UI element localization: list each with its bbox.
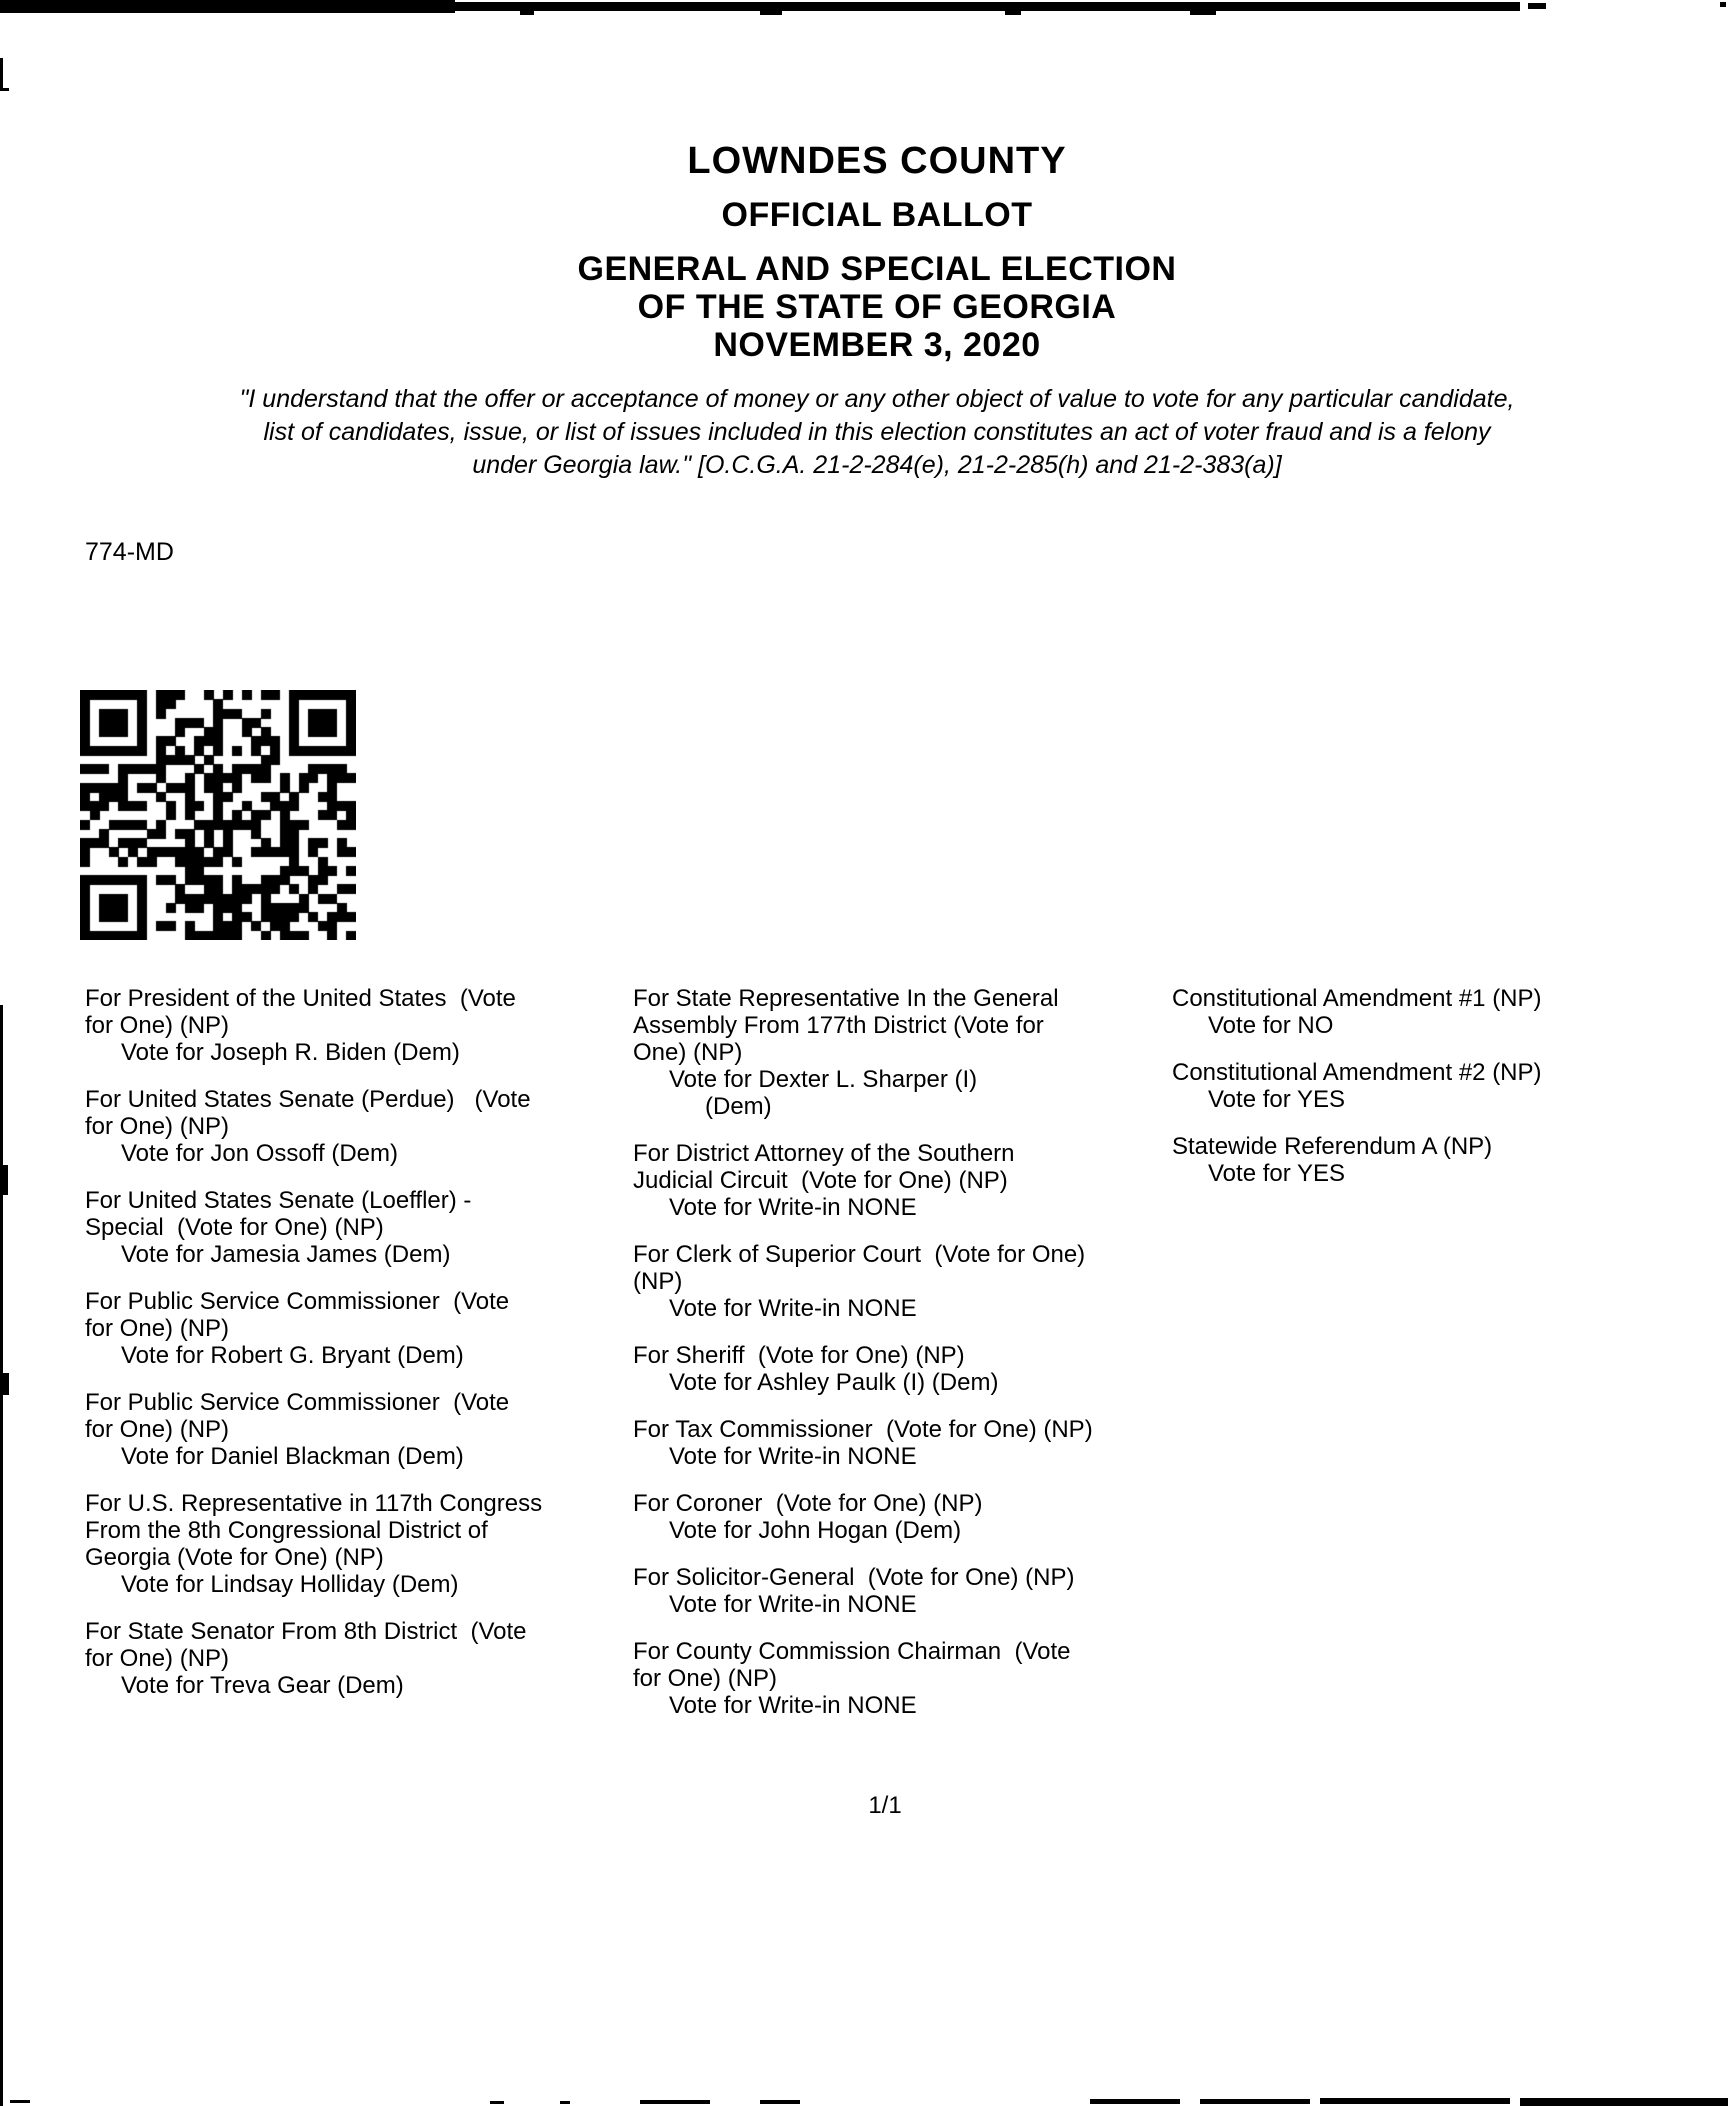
contest-title-line: (NP) (633, 1268, 683, 1295)
contest (1172, 1059, 1692, 1113)
scan-artifact (1190, 11, 1216, 15)
election-title-line: GENERAL AND SPECIAL ELECTION (577, 250, 1177, 288)
scan-artifact (760, 11, 782, 15)
contest (85, 1288, 625, 1369)
contest (633, 1140, 1193, 1221)
contest-title-line: Georgia (Vote for One) (NP) (85, 1544, 384, 1571)
contest-title-line: For Tax Commissioner (Vote for One) (NP) (633, 1416, 1093, 1443)
contest-title-line: Constitutional Amendment #1 (NP) (1172, 985, 1542, 1012)
contest-title-line: One) (NP) (633, 1039, 743, 1066)
contest-title-line: For U.S. Representative in 117th Congress (85, 1490, 543, 1517)
contest-title-line: For County Commission Chairman (Vote (633, 1638, 1071, 1665)
vote-selection-line: Vote for Dexter L. Sharper (I) (669, 1066, 978, 1093)
scan-artifact-top-bar-right (455, 2, 1520, 11)
scan-artifact (10, 2100, 30, 2103)
contest-title-line: For Clerk of Superior Court (Vote for One) (633, 1241, 1086, 1268)
vote-selection-line: Vote for Write-in NONE (669, 1194, 917, 1221)
contest-title-line: For Sheriff (Vote for One) (NP) (633, 1342, 965, 1369)
contest-title-line: For State Senator From 8th District (Vote (85, 1618, 527, 1645)
contest-title-line: Special (Vote for One) (NP) (85, 1214, 384, 1241)
contest-title-line: For Public Service Commissioner (Vote (85, 1288, 510, 1315)
scan-artifact (1720, 2, 1726, 7)
election-title (27, 250, 1727, 364)
scan-artifact-top-bar-left (0, 0, 455, 13)
scan-artifact (1090, 2099, 1180, 2104)
vote-selection-line: Vote for Robert G. Bryant (Dem) (121, 1342, 464, 1369)
election-title-line: NOVEMBER 3, 2020 (713, 326, 1041, 364)
scan-artifact (1528, 3, 1546, 9)
scan-artifact (760, 2100, 800, 2104)
vote-selection-line: Vote for Ashley Paulk (I) (Dem) (669, 1369, 999, 1396)
qr-code (80, 690, 356, 940)
scan-artifact (520, 11, 534, 15)
contest (85, 985, 625, 1066)
contest-column-3 (1172, 985, 1692, 1207)
contest (85, 1389, 625, 1470)
scan-artifact (0, 1165, 8, 1195)
contest-title-line: for One) (NP) (85, 1416, 230, 1443)
contest-title-line: Constitutional Amendment #2 (NP) (1172, 1059, 1542, 1086)
scan-artifact-left-edge (0, 58, 3, 90)
contest-title-line: for One) (NP) (633, 1665, 778, 1692)
vote-selection-line: Vote for YES (1208, 1160, 1345, 1187)
disclaimer-line: list of candidates, issue, or list of issues included in this election constitutes an act of voter fraud and is a felony (263, 418, 1491, 446)
contest-title-line: For State Representative In the General (633, 985, 1059, 1012)
vote-selection-line: Vote for Write-in NONE (669, 1295, 917, 1322)
contest-title-line: For President of the United States (Vote (85, 985, 516, 1012)
scan-artifact (0, 88, 9, 91)
contest-title-line: Assembly From 177th District (Vote for (633, 1012, 1044, 1039)
ballot-title: OFFICIAL BALLOT (721, 196, 1033, 234)
election-title-line: OF THE STATE OF GEORGIA (637, 288, 1117, 326)
contest-title-line: for One) (NP) (85, 1645, 230, 1672)
disclaimer-line: "I understand that the offer or acceptance of money or any other object of value to vote for any particular candidate, (239, 385, 1515, 413)
ballot-style-code: 774-MD (85, 538, 174, 566)
contest (85, 1086, 625, 1167)
contest-title-line: Judicial Circuit (Vote for One) (NP) (633, 1167, 1008, 1194)
voter-fraud-disclaimer (27, 383, 1727, 482)
vote-selection-line: Vote for Joseph R. Biden (Dem) (121, 1039, 460, 1066)
contest-title-line: For United States Senate (Loeffler) - (85, 1187, 472, 1214)
vote-selection-line: Vote for Write-in NONE (669, 1443, 917, 1470)
vote-selection-line: Vote for Jamesia James (Dem) (121, 1241, 451, 1268)
scan-artifact (560, 2101, 570, 2104)
contest-title-line: From the 8th Congressional District of (85, 1517, 488, 1544)
scan-artifact (0, 1373, 9, 1395)
contest (633, 1564, 1193, 1618)
vote-selection-line: Vote for Treva Gear (Dem) (121, 1672, 404, 1699)
contest (633, 1638, 1193, 1719)
contest-title-line: For Coroner (Vote for One) (NP) (633, 1490, 983, 1517)
vote-selection-line: Vote for Write-in NONE (669, 1591, 917, 1618)
county-title: LOWNDES COUNTY (687, 140, 1067, 182)
disclaimer-line: under Georgia law." [O.C.G.A. 21-2-284(e), 21-2-285(h) and 21-2-383(a)] (472, 451, 1282, 479)
contest-title-line: for One) (NP) (85, 1012, 230, 1039)
scan-artifact (1320, 2098, 1510, 2104)
scan-artifact (1520, 2098, 1728, 2106)
vote-selection-line: Vote for John Hogan (Dem) (669, 1517, 962, 1544)
vote-selection-line: Vote for Jon Ossoff (Dem) (121, 1140, 398, 1167)
vote-selection-line: Vote for YES (1208, 1086, 1345, 1113)
vote-selection-line: Vote for Write-in NONE (669, 1692, 917, 1719)
vote-selection-line: Vote for Daniel Blackman (Dem) (121, 1443, 464, 1470)
contest (633, 985, 1193, 1120)
contest (1172, 985, 1692, 1039)
scan-artifact (1200, 2099, 1310, 2104)
contest-title-line: For Solicitor-General (Vote for One) (NP) (633, 1564, 1075, 1591)
page-number: 1/1 (868, 1792, 902, 1819)
contest (633, 1342, 1193, 1396)
contest (633, 1416, 1193, 1470)
contest (633, 1490, 1193, 1544)
contest-title-line: For United States Senate (Perdue) (Vote (85, 1086, 531, 1113)
scan-artifact (640, 2100, 710, 2104)
contest-title-line: for One) (NP) (85, 1315, 230, 1342)
contest-title-line: For District Attorney of the Southern (633, 1140, 1015, 1167)
contest-title-line: Statewide Referendum A (NP) (1172, 1133, 1493, 1160)
contest (85, 1187, 625, 1268)
contest-column-1 (85, 985, 625, 1719)
contest (85, 1490, 625, 1598)
contest (1172, 1133, 1692, 1187)
contest-title-line: for One) (NP) (85, 1113, 230, 1140)
contest (85, 1618, 625, 1699)
scan-artifact (490, 2101, 504, 2104)
vote-selection-line: (Dem) (705, 1093, 772, 1120)
contest-title-line: For Public Service Commissioner (Vote (85, 1389, 510, 1416)
vote-selection-line: Vote for Lindsay Holliday (Dem) (121, 1571, 459, 1598)
scan-artifact (1005, 11, 1021, 15)
vote-selection-line: Vote for NO (1208, 1012, 1334, 1039)
contest (633, 1241, 1193, 1322)
contest-column-2 (633, 985, 1193, 1739)
